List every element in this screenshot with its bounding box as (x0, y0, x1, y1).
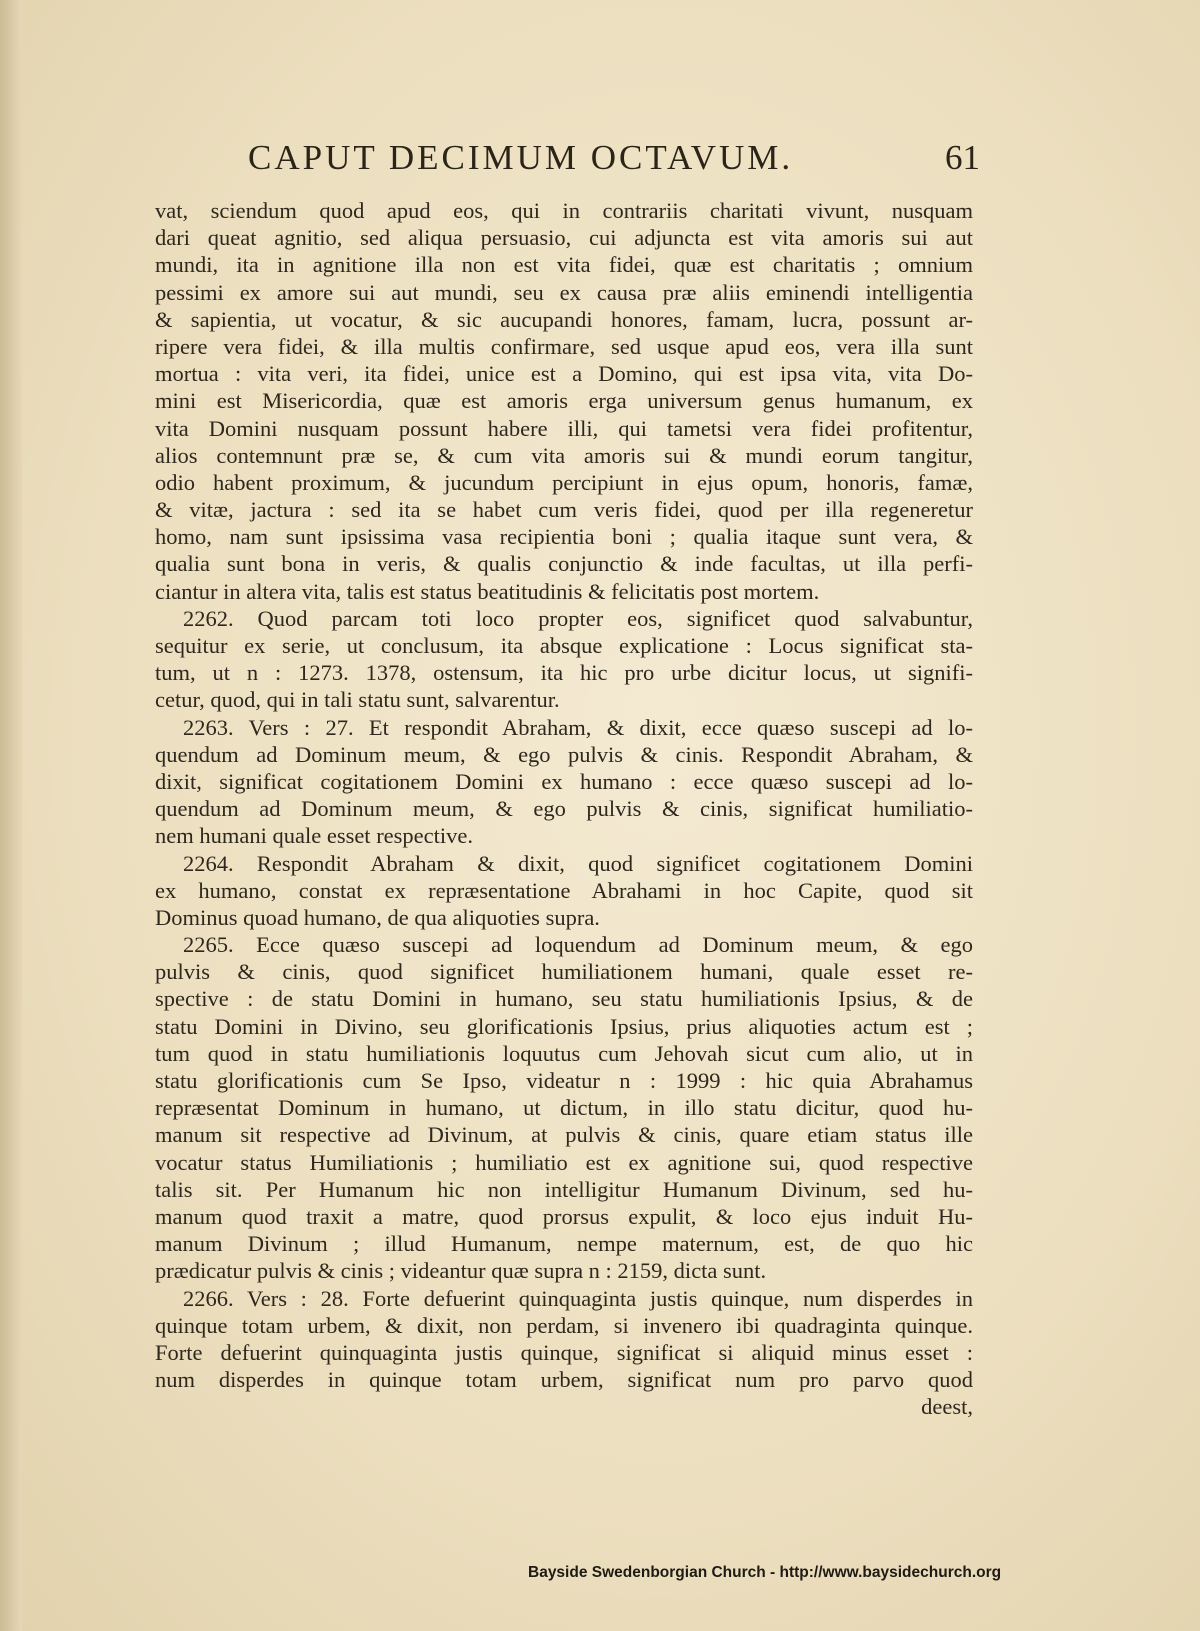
text-line: cetur, quod, qui in tali statu sunt, salvarentur. (155, 687, 560, 713)
text-line: mundi, ita in agnitione illa non est vita fidei, quæ est charitatis ; omnium (155, 252, 973, 278)
text-line: tum quod in statu humiliationis loquutus cum Jehovah sicut cum alio, ut in (155, 1040, 973, 1066)
text-line: & sapientia, ut vocatur, & sic aucupandi honores, famam, lucra, possunt ar- (155, 306, 973, 332)
text-line: dari queat agnitio, sed aliqua persuasio, cui adjuncta est vita amoris sui aut (155, 225, 973, 251)
text-line: nem humani quale esset respective. (155, 823, 474, 849)
text-line: ciantur in altera vita, talis est status beatitudinis & felicitatis post mortem. (155, 578, 820, 604)
text-line: pulvis & cinis, quod significet humiliationem humani, quale esset re- (155, 959, 973, 985)
text-line: deest, (921, 1394, 973, 1420)
text-line: statu Domini in Divino, seu glorificationis Ipsius, prius aliquoties actum est ; (155, 1013, 973, 1039)
text-line: Dominus quoad humano, de qua aliquoties supra. (155, 904, 600, 930)
text-line: alios contemnunt præ se, & cum vita amoris sui & mundi eorum tangitur, (155, 442, 973, 468)
text-line: odio habent proximum, & jucundum percipiunt in ejus opum, honoris, famæ, (155, 469, 973, 495)
text-line: tum, ut n : 1273. 1378, ostensum, ita hic pro urbe dicitur locus, ut signifi- (155, 660, 973, 686)
text-line: qualia sunt bona in veris, & qualis conjunctio & inde facultas, ut illa perfi- (155, 551, 973, 577)
text-line: statu glorificationis cum Se Ipso, videatur n : 1999 : hic quia Abrahamus (155, 1068, 973, 1093)
text-line: num disperdes in quinque totam urbem, significat num pro parvo quod (155, 1367, 973, 1393)
text-line: homo, nam sunt ipsissima vasa recipientia boni ; qualia itaque sunt vera, & (155, 524, 973, 550)
text-line: Forte defuerint quinquaginta justis quinque, significat si aliquid minus esset : (155, 1339, 973, 1365)
text-line: manum quod traxit a matre, quod prorsus expulit, & loco ejus induit Hu- (155, 1203, 973, 1229)
text-line: ex humano, constat ex repræsentatione Abrahami in hoc Capite, quod sit (155, 877, 973, 903)
body-text (155, 197, 973, 1420)
text-line: vita Domini nusquam possunt habere illi, qui tametsi vera fidei profitentur, (155, 415, 973, 441)
text-line: spective : de statu Domini in humano, seu statu humiliationis Ipsius, & de (155, 986, 973, 1012)
text-line: mortua : vita veri, ita fidei, unice est a Domino, qui est ipsa vita, vita Do- (155, 361, 973, 387)
page-gutter-shadow (0, 0, 22, 1631)
text-line: vocatur status Humiliationis ; humiliatio est ex agnitione sui, quod respective (155, 1149, 973, 1175)
chapter-title: CAPUT DECIMUM OCTAVUM. (248, 138, 794, 177)
running-header (248, 138, 980, 188)
text-line: talis sit. Per Humanum hic non intelligitur Humanum Divinum, sed hu- (155, 1176, 973, 1202)
text-line: vat, sciendum quod apud eos, qui in contrariis charitati vivunt, nusquam (155, 198, 973, 223)
text-line: 2266. Vers : 28. Forte defuerint quinquaginta justis quinque, num disperdes in (183, 1285, 973, 1311)
text-line: quendum ad Dominum meum, & ego pulvis & cinis. Respondit Abraham, & (155, 741, 973, 767)
text-line: repræsentat Dominum in humano, ut dictum, in illo statu dicitur, quod hu- (155, 1095, 973, 1121)
text-line: 2263. Vers : 27. Et respondit Abraham, & dixit, ecce quæso suscepi ad lo- (183, 714, 973, 740)
text-line: 2265. Ecce quæso suscepi ad loquendum ad Dominum meum, & ego (183, 932, 973, 958)
text-line: 2262. Quod parcam toti loco propter eos, significet quod salvabuntur, (183, 605, 973, 631)
text-line: manum Divinum ; illud Humanum, nempe maternum, est, de quo hic (155, 1231, 973, 1257)
page-number: 61 (945, 138, 980, 177)
text-line: pessimi ex amore sui aut mundi, seu ex causa præ aliis eminendi intelligentia (155, 279, 973, 305)
text-line: 2264. Respondit Abraham & dixit, quod significet cogitationem Domini (183, 850, 973, 876)
text-line: quendum ad Dominum meum, & ego pulvis & cinis, significat humiliatio- (155, 796, 973, 822)
text-line: mini est Misericordia, quæ est amoris erga universum genus humanum, ex (155, 388, 973, 414)
text-line: & vitæ, jactura : sed ita se habet cum veris fidei, quod per illa regeneretur (155, 497, 973, 523)
text-line: manum sit respective ad Divinum, at pulvis & cinis, quare etiam status ille (155, 1122, 973, 1148)
text-line: ripere vera fidei, & illa multis confirmare, sed usque apud eos, vera illa sunt (155, 333, 973, 359)
text-line: prædicatur pulvis & cinis ; videantur quæ supra n : 2159, dicta sunt. (155, 1258, 767, 1284)
text-line: dixit, significat cogitationem Domini ex humano : ecce quæso suscepi ad lo- (155, 768, 973, 794)
text-line: quinque totam urbem, & dixit, non perdam, si invenero ibi quadraginta quinque. (155, 1312, 973, 1338)
watermark-footer: Bayside Swedenborgian Church - http://www.baysidechurch.org (528, 1564, 1002, 1581)
text-line: sequitur ex serie, ut conclusum, ita absque explicatione : Locus significat sta- (155, 633, 973, 658)
